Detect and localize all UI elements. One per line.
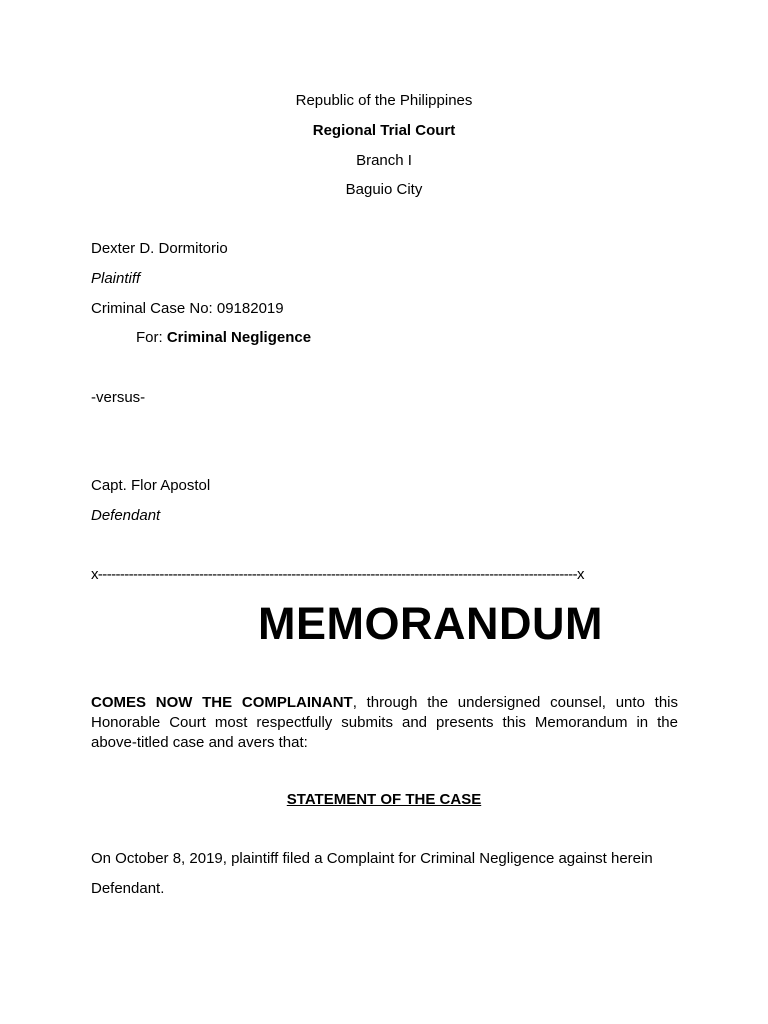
court-branch: Branch I bbox=[356, 152, 412, 169]
plaintiff-name: Dexter D. Dormitorio bbox=[91, 240, 228, 257]
charge-label: For: bbox=[136, 329, 167, 346]
statement-line-2: Defendant. bbox=[91, 880, 165, 897]
defendant-name: Capt. Flor Apostol bbox=[91, 477, 211, 494]
versus-label: -versus- bbox=[91, 389, 146, 406]
plaintiff-role: Plaintiff bbox=[91, 270, 141, 287]
intro-body: , through the undersigned counsel, unto this Honorable Court most respectfully submits and presents this Memorandum in the above-titled case and avers that: bbox=[91, 694, 678, 751]
case-charge bbox=[136, 329, 311, 347]
case-number: Criminal Case No: 09182019 bbox=[91, 300, 284, 317]
defendant-role: Defendant bbox=[91, 507, 161, 524]
court-name: Regional Trial Court bbox=[312, 122, 456, 139]
court-city: Baguio City bbox=[345, 181, 423, 198]
statement-line-1: On October 8, 2019, plaintiff filed a Complaint for Criminal Negligence against herein bbox=[91, 850, 653, 867]
charge-value: Criminal Negligence bbox=[166, 329, 312, 346]
document-title: MEMORANDUM bbox=[258, 598, 603, 649]
country-name: Republic of the Philippines bbox=[295, 92, 473, 109]
intro-lead: COMES NOW THE COMPLAINANT bbox=[91, 694, 353, 711]
section-heading: STATEMENT OF THE CASE bbox=[286, 791, 482, 808]
intro-paragraph bbox=[91, 693, 678, 753]
caption-divider: x-------------------------------------------------------------------------------------------------------------x bbox=[91, 566, 584, 583]
